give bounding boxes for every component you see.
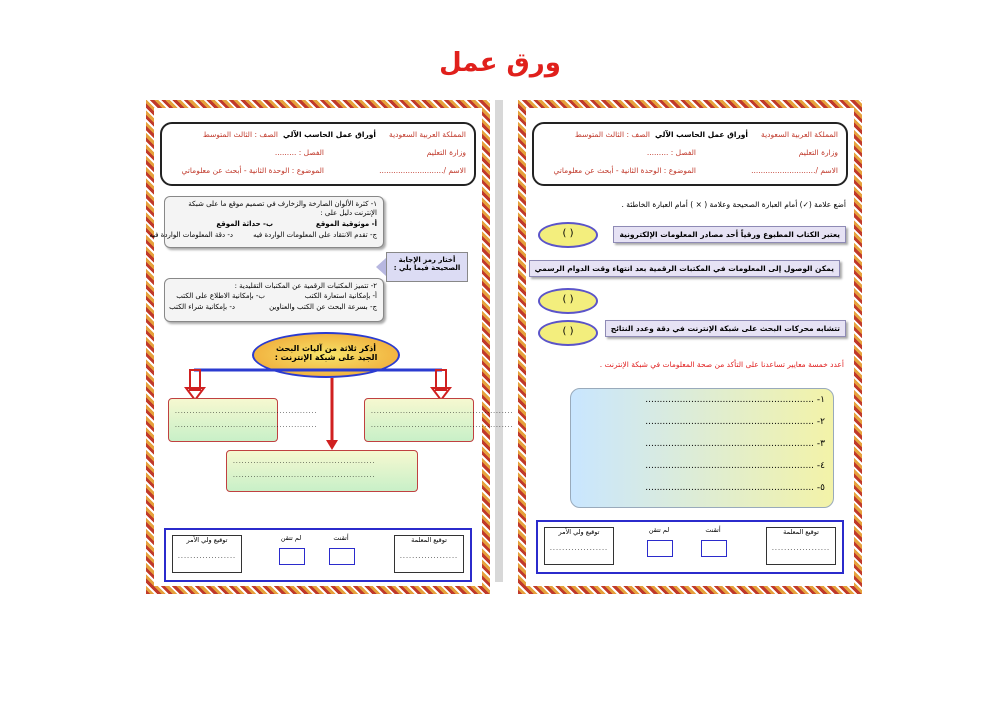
q1-stem: الإنترنت دليل على :	[320, 209, 377, 217]
parent-signature-label: توقيع ولي الأمر	[558, 528, 600, 536]
q2-option-d: د- بإمكانية شراء الكتب	[169, 303, 235, 311]
kingdom-label: المملكة العربية السعودية	[389, 130, 466, 139]
statement-1: يعتبر الكتاب المطبوع ورقياً أحد مصادر المعلومات الإلكترونية	[613, 226, 846, 243]
statement-3: تتشابه محركات البحث على شبكة الإنترنت في دقة وعدد النتائج	[605, 320, 846, 337]
answer-dots: .................................................	[371, 408, 514, 415]
grade-label: الصف : الثالث المتوسط	[202, 130, 278, 139]
criteria-title: أعدد خمسة معايير تساعدنا على التأكد من صحة المعلومات في شبكة الإنترنت .	[599, 360, 844, 369]
header-box	[532, 122, 848, 186]
answer-oval: ( )	[538, 320, 598, 346]
mastered-checkbox[interactable]	[329, 548, 355, 565]
footer-box	[164, 528, 472, 582]
grade-label: الصف : الثالث المتوسط	[574, 130, 650, 139]
q2-option-c: ج- بسرعة البحث عن الكتب والعناوين	[269, 303, 377, 311]
answer-dots: .................................................	[175, 422, 318, 429]
answer-box-3[interactable]	[226, 450, 418, 492]
answer-dots: .................................................	[175, 408, 318, 415]
name-field: الاسم /...........................	[379, 166, 466, 175]
answer-oval: ( )	[538, 288, 598, 314]
answer-box-1[interactable]	[168, 398, 318, 442]
parent-signature-box	[172, 535, 242, 573]
name-field: الاسم /...........................	[751, 166, 838, 175]
topic-label: الموضوع : الوحدة الثانية - أبحث عن معلوماتي	[181, 166, 324, 175]
signature-dots: ...................	[549, 544, 609, 552]
mastered-checkbox[interactable]	[701, 540, 727, 557]
arrow-head	[326, 440, 338, 450]
not-mastered-label: لم تتقن	[648, 526, 670, 534]
mastered-label: أتقنت	[333, 534, 349, 542]
signature-dots: ...................	[771, 544, 831, 552]
statement-2: يمكن الوصول إلى المعلومات في المكتبات الرقمية بعد انتهاء وقت الدوام الرسمي	[529, 260, 840, 277]
page-divider	[495, 100, 503, 582]
answer-dots: .................................................	[371, 422, 514, 429]
q1-option-c: ج- تقدم الانتقاد على المعلومات الواردة فيه	[253, 231, 377, 239]
footer-box	[536, 520, 844, 574]
q2-option-a: أ- بإمكانية استعارة الكتب	[304, 292, 377, 300]
worksheet-title: ورق عمل	[439, 48, 561, 78]
ministry-label: وزارة التعليم	[426, 148, 466, 157]
parent-signature-label: توقيع ولي الأمر	[186, 536, 228, 544]
worksheet-label: أوراق عمل الحاسب الآلي	[655, 130, 748, 139]
mastered-label: أتقنت	[705, 526, 721, 534]
q1-option-b: ب- حداثة الموقع	[216, 220, 273, 228]
list-item: ١- ...........................................................	[645, 395, 825, 405]
callout-line: أختار رمز الإجابة	[398, 256, 456, 264]
signature-dots: ...................	[399, 552, 459, 560]
signature-dots: ...................	[177, 552, 237, 560]
class-label: الفصل : .........	[274, 148, 324, 157]
list-item: ٣- ...........................................................	[645, 439, 825, 449]
ministry-label: وزارة التعليم	[798, 148, 838, 157]
worksheet-page-left	[146, 100, 514, 594]
q1-option-a: أ- موثوقية الموقع	[315, 220, 377, 228]
teacher-signature-box	[766, 527, 836, 565]
list-item: ٤- ...........................................................	[645, 461, 825, 471]
not-mastered-checkbox[interactable]	[279, 548, 305, 565]
q1-stem: ١- كثرة الألوان الصارخة والزخارف في تصميم موقع ما على شبكة	[188, 200, 377, 208]
mechanisms-line: أذكر ثلاثة من آليات البحث	[275, 344, 376, 353]
q1-option-d: د- دقة المعلومات الواردة فيه	[149, 231, 233, 239]
connector-arrows	[154, 108, 482, 586]
q2-stem: ٢- تتميز المكتبات الرقمية عن المكتبات التقليدية :	[234, 282, 377, 290]
answer-box-2[interactable]	[364, 398, 514, 442]
not-mastered-label: لم تتقن	[280, 534, 302, 542]
instruction-text: أضع علامة (✓) أمام العبارة الصحيحة وعلامة ( × ) أمام العبارة الخاطئة .	[621, 200, 846, 209]
q2-option-b: ب- بإمكانية الاطلاع على الكتب	[176, 292, 265, 300]
teacher-signature-box	[394, 535, 464, 573]
answer-dots: .................................................	[233, 458, 376, 465]
list-item: ٢- ...........................................................	[645, 417, 825, 427]
criteria-list-box	[570, 388, 834, 508]
worksheet-page-right	[518, 100, 862, 594]
not-mastered-checkbox[interactable]	[647, 540, 673, 557]
parent-signature-box	[544, 527, 614, 565]
teacher-signature-label: توقيع المعلمة	[411, 536, 447, 544]
worksheet-label: أوراق عمل الحاسب الآلي	[283, 130, 376, 139]
kingdom-label: المملكة العربية السعودية	[761, 130, 838, 139]
answer-dots: .................................................	[233, 472, 376, 479]
list-item: ٥- ...........................................................	[645, 483, 825, 493]
answer-oval: ( )	[538, 222, 598, 248]
callout-line: الصحيحة فيما يلي :	[393, 264, 461, 272]
teacher-signature-label: توقيع المعلمة	[783, 528, 819, 536]
mechanisms-line: الجيد على شبكة الإنترنت :	[274, 353, 378, 362]
topic-label: الموضوع : الوحدة الثانية - أبحث عن معلوماتي	[553, 166, 696, 175]
class-label: الفصل : .........	[646, 148, 696, 157]
